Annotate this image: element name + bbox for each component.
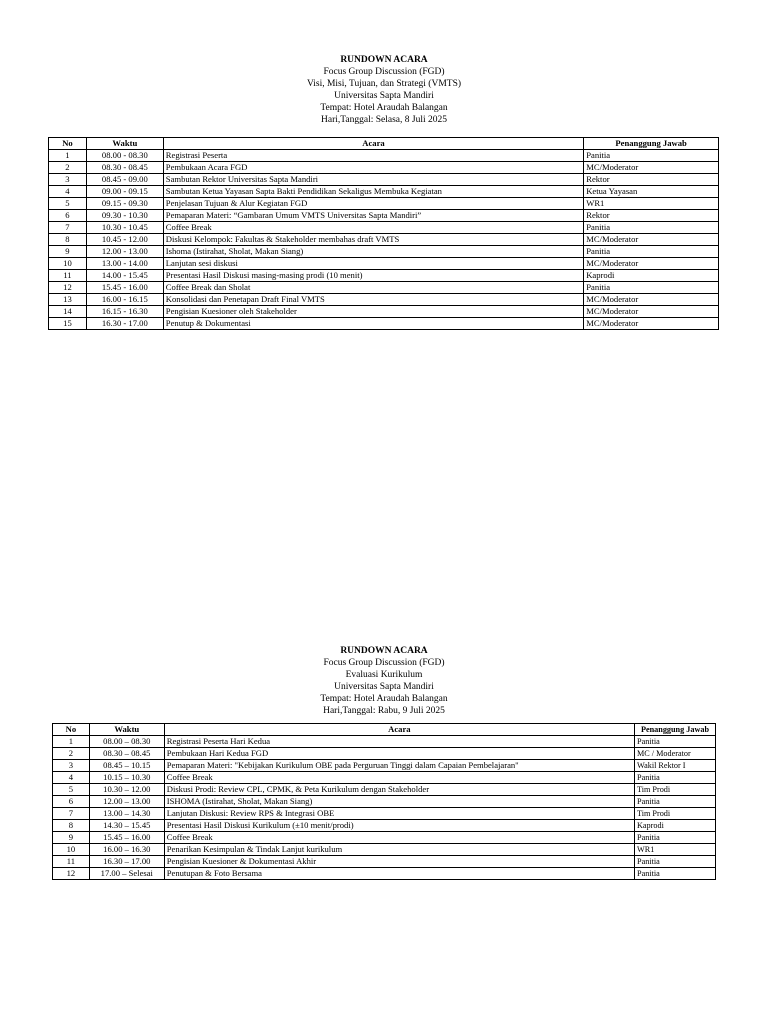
table-row <box>53 868 716 880</box>
doc2-title: RUNDOWN ACARA <box>340 646 428 656</box>
cell-no: 6 <box>53 796 90 808</box>
cell-penanggung-jawab: Tim Prodi <box>635 784 716 796</box>
cell-waktu: 16.15 - 16.30 <box>86 306 163 318</box>
cell-no: 5 <box>49 198 87 210</box>
doc2-line-topic: Evaluasi Kurikulum <box>345 670 423 680</box>
cell-acara: Ishoma (Istirahat, Sholat, Makan Siang) <box>163 246 583 258</box>
cell-no: 5 <box>53 784 90 796</box>
cell-waktu: 09.15 - 09.30 <box>86 198 163 210</box>
table-header-row <box>53 724 716 736</box>
cell-penanggung-jawab: WR1 <box>584 198 719 210</box>
cell-penanggung-jawab: Kaprodi <box>635 820 716 832</box>
cell-no: 11 <box>53 856 90 868</box>
cell-acara: Presentasi Hasil Diskusi Kurikulum (±10 menit/prodi) <box>164 820 634 832</box>
cell-acara: Coffee Break <box>163 222 583 234</box>
cell-waktu: 12.00 – 13.00 <box>89 796 164 808</box>
cell-acara: Pembukaan Acara FGD <box>163 162 583 174</box>
cell-no: 3 <box>49 174 87 186</box>
table-row <box>49 294 719 306</box>
table-row <box>49 282 719 294</box>
table-row <box>49 186 719 198</box>
cell-no: 8 <box>49 234 87 246</box>
cell-penanggung-jawab: Rektor <box>584 210 719 222</box>
cell-penanggung-jawab: WR1 <box>635 844 716 856</box>
cell-acara: Sambutan Ketua Yayasan Sapta Bakti Pendidikan Sekaligus Membuka Kegiatan <box>163 186 583 198</box>
header-acara: Acara <box>163 138 583 150</box>
table-row <box>53 772 716 784</box>
cell-waktu: 13.00 - 14.00 <box>86 258 163 270</box>
cell-waktu: 16.30 – 17.00 <box>89 856 164 868</box>
header-acara: Acara <box>164 724 634 736</box>
cell-waktu: 17.00 – Selesai <box>89 868 164 880</box>
table-header-row <box>49 138 719 150</box>
table-row <box>49 174 719 186</box>
cell-acara: Pemaparan Materi: “Gambaran Umum VMTS Universitas Sapta Mandiri” <box>163 210 583 222</box>
cell-penanggung-jawab: Ketua Yayasan <box>584 186 719 198</box>
doc2-line-event: Focus Group Discussion (FGD) <box>323 658 445 668</box>
cell-no: 13 <box>49 294 87 306</box>
cell-waktu: 12.00 - 13.00 <box>86 246 163 258</box>
cell-penanggung-jawab: Panitia <box>635 856 716 868</box>
cell-acara: Lanjutan Diskusi: Review RPS & Integrasi OBE <box>164 808 634 820</box>
cell-no: 8 <box>53 820 90 832</box>
cell-waktu: 08.00 - 08.30 <box>86 150 163 162</box>
doc1-rundown-table <box>48 137 719 330</box>
cell-acara: Coffee Break <box>164 832 634 844</box>
doc2-header <box>0 645 768 717</box>
doc1-table-body <box>49 150 719 330</box>
doc2-line-institution: Universitas Sapta Mandiri <box>334 682 434 692</box>
doc2-line-date: Hari,Tanggal: Rabu, 9 Juli 2025 <box>323 706 445 716</box>
header-penanggung-jawab: Penanggung Jawab <box>584 138 719 150</box>
cell-acara: Presentasi Hasil Diskusi masing-masing prodi (10 menit) <box>163 270 583 282</box>
doc1-line-event: Focus Group Discussion (FGD) <box>323 67 445 77</box>
doc1-line-venue: Tempat: Hotel Araudah Balangan <box>320 103 448 113</box>
cell-waktu: 15.45 – 16.00 <box>89 832 164 844</box>
cell-penanggung-jawab: MC/Moderator <box>584 318 719 330</box>
cell-penanggung-jawab: Panitia <box>584 282 719 294</box>
doc1-title: RUNDOWN ACARA <box>340 55 428 65</box>
table-row <box>49 222 719 234</box>
cell-acara: Diskusi Kelompok: Fakultas & Stakeholder membahas draft VMTS <box>163 234 583 246</box>
header-no: No <box>53 724 90 736</box>
cell-waktu: 15.45 - 16.00 <box>86 282 163 294</box>
cell-penanggung-jawab: Rektor <box>584 174 719 186</box>
doc2-rundown-table <box>52 723 716 880</box>
cell-acara: Sambutan Rektor Universitas Sapta Mandiri <box>163 174 583 186</box>
table-row <box>49 246 719 258</box>
cell-no: 7 <box>53 808 90 820</box>
table-row <box>53 844 716 856</box>
cell-acara: Pengisian Kuesioner & Dokumentasi Akhir <box>164 856 634 868</box>
cell-acara: Coffee Break dan Sholat <box>163 282 583 294</box>
cell-acara: ISHOMA (Istirahat, Sholat, Makan Siang) <box>164 796 634 808</box>
cell-waktu: 09.30 - 10.30 <box>86 210 163 222</box>
cell-no: 9 <box>53 832 90 844</box>
cell-acara: Pemaparan Materi: "Kebijakan Kurikulum OBE pada Perguruan Tinggi dalam Capaian Pembelajaran" <box>164 760 634 772</box>
cell-waktu: 16.30 - 17.00 <box>86 318 163 330</box>
table-row <box>49 198 719 210</box>
cell-penanggung-jawab: MC/Moderator <box>584 258 719 270</box>
cell-penanggung-jawab: Panitia <box>635 796 716 808</box>
table-row <box>49 306 719 318</box>
cell-no: 9 <box>49 246 87 258</box>
cell-acara: Registrasi Peserta <box>163 150 583 162</box>
cell-no: 14 <box>49 306 87 318</box>
cell-waktu: 16.00 – 16.30 <box>89 844 164 856</box>
cell-no: 6 <box>49 210 87 222</box>
table-row <box>49 162 719 174</box>
cell-acara: Penarikan Kesimpulan & Tindak Lanjut kurikulum <box>164 844 634 856</box>
cell-no: 12 <box>49 282 87 294</box>
cell-no: 1 <box>49 150 87 162</box>
table-row <box>49 270 719 282</box>
cell-penanggung-jawab: MC/Moderator <box>584 162 719 174</box>
cell-no: 7 <box>49 222 87 234</box>
cell-acara: Penutup & Dokumentasi <box>163 318 583 330</box>
cell-acara: Coffee Break <box>164 772 634 784</box>
doc2-table-body <box>53 736 716 880</box>
cell-penanggung-jawab: Panitia <box>635 772 716 784</box>
cell-waktu: 10.15 – 10.30 <box>89 772 164 784</box>
cell-no: 12 <box>53 868 90 880</box>
cell-no: 1 <box>53 736 90 748</box>
cell-waktu: 09.00 - 09.15 <box>86 186 163 198</box>
cell-penanggung-jawab: MC/Moderator <box>584 306 719 318</box>
table-row <box>53 796 716 808</box>
table-row <box>53 760 716 772</box>
cell-no: 4 <box>53 772 90 784</box>
cell-waktu: 08.00 – 08.30 <box>89 736 164 748</box>
header-waktu: Waktu <box>86 138 163 150</box>
table-row <box>53 736 716 748</box>
cell-acara: Diskusi Prodi: Review CPL, CPMK, & Peta Kurikulum dengan Stakeholder <box>164 784 634 796</box>
cell-no: 4 <box>49 186 87 198</box>
cell-waktu: 08.45 – 10.15 <box>89 760 164 772</box>
header-no: No <box>49 138 87 150</box>
cell-no: 15 <box>49 318 87 330</box>
cell-penanggung-jawab: Panitia <box>635 868 716 880</box>
cell-acara: Registrasi Peserta Hari Kedua <box>164 736 634 748</box>
cell-no: 11 <box>49 270 87 282</box>
cell-waktu: 10.30 – 12.00 <box>89 784 164 796</box>
doc1-header <box>0 54 768 126</box>
doc1-line-date: Hari,Tanggal: Selasa, 8 Juli 2025 <box>321 115 447 125</box>
table-row <box>53 784 716 796</box>
cell-waktu: 08.30 – 08.45 <box>89 748 164 760</box>
header-penanggung-jawab: Penanggung Jawab <box>635 724 716 736</box>
cell-waktu: 13.00 – 14.30 <box>89 808 164 820</box>
cell-acara: Konsolidasi dan Penetapan Draft Final VMTS <box>163 294 583 306</box>
cell-waktu: 10.45 - 12.00 <box>86 234 163 246</box>
table-row <box>53 832 716 844</box>
cell-no: 10 <box>49 258 87 270</box>
cell-acara: Pembukaan Hari Kedua FGD <box>164 748 634 760</box>
cell-acara: Penjelasan Tujuan & Alur Kegiatan FGD <box>163 198 583 210</box>
cell-no: 2 <box>49 162 87 174</box>
cell-penanggung-jawab: MC/Moderator <box>584 234 719 246</box>
cell-penanggung-jawab: Panitia <box>584 150 719 162</box>
table-row <box>49 234 719 246</box>
cell-no: 2 <box>53 748 90 760</box>
cell-waktu: 10.30 - 10.45 <box>86 222 163 234</box>
doc1-line-institution: Universitas Sapta Mandiri <box>334 91 434 101</box>
cell-penanggung-jawab: Panitia <box>584 246 719 258</box>
cell-penanggung-jawab: Tim Prodi <box>635 808 716 820</box>
cell-waktu: 16.00 - 16.15 <box>86 294 163 306</box>
table-row <box>53 748 716 760</box>
cell-waktu: 08.30 - 08.45 <box>86 162 163 174</box>
table-row <box>53 808 716 820</box>
cell-penanggung-jawab: Panitia <box>584 222 719 234</box>
doc2-line-venue: Tempat: Hotel Araudah Balangan <box>320 694 448 704</box>
doc1-line-topic: Visi, Misi, Tujuan, dan Strategi (VMTS) <box>306 79 462 89</box>
cell-waktu: 14.00 - 15.45 <box>86 270 163 282</box>
table-row <box>49 318 719 330</box>
table-row <box>49 150 719 162</box>
cell-acara: Pengisian Kuesioner oleh Stakeholder <box>163 306 583 318</box>
header-waktu: Waktu <box>89 724 164 736</box>
cell-acara: Penutupan & Foto Bersama <box>164 868 634 880</box>
cell-penanggung-jawab: Panitia <box>635 736 716 748</box>
table-row <box>49 210 719 222</box>
cell-penanggung-jawab: MC/Moderator <box>584 294 719 306</box>
cell-penanggung-jawab: Kaprodi <box>584 270 719 282</box>
table-row <box>49 258 719 270</box>
cell-penanggung-jawab: Wakil Rektor I <box>635 760 716 772</box>
cell-no: 10 <box>53 844 90 856</box>
cell-waktu: 14.30 – 15.45 <box>89 820 164 832</box>
cell-acara: Lanjutan sesi diskusi <box>163 258 583 270</box>
table-row <box>53 820 716 832</box>
cell-no: 3 <box>53 760 90 772</box>
cell-waktu: 08.45 - 09.00 <box>86 174 163 186</box>
cell-penanggung-jawab: MC / Moderator <box>635 748 716 760</box>
table-row <box>53 856 716 868</box>
cell-penanggung-jawab: Panitia <box>635 832 716 844</box>
